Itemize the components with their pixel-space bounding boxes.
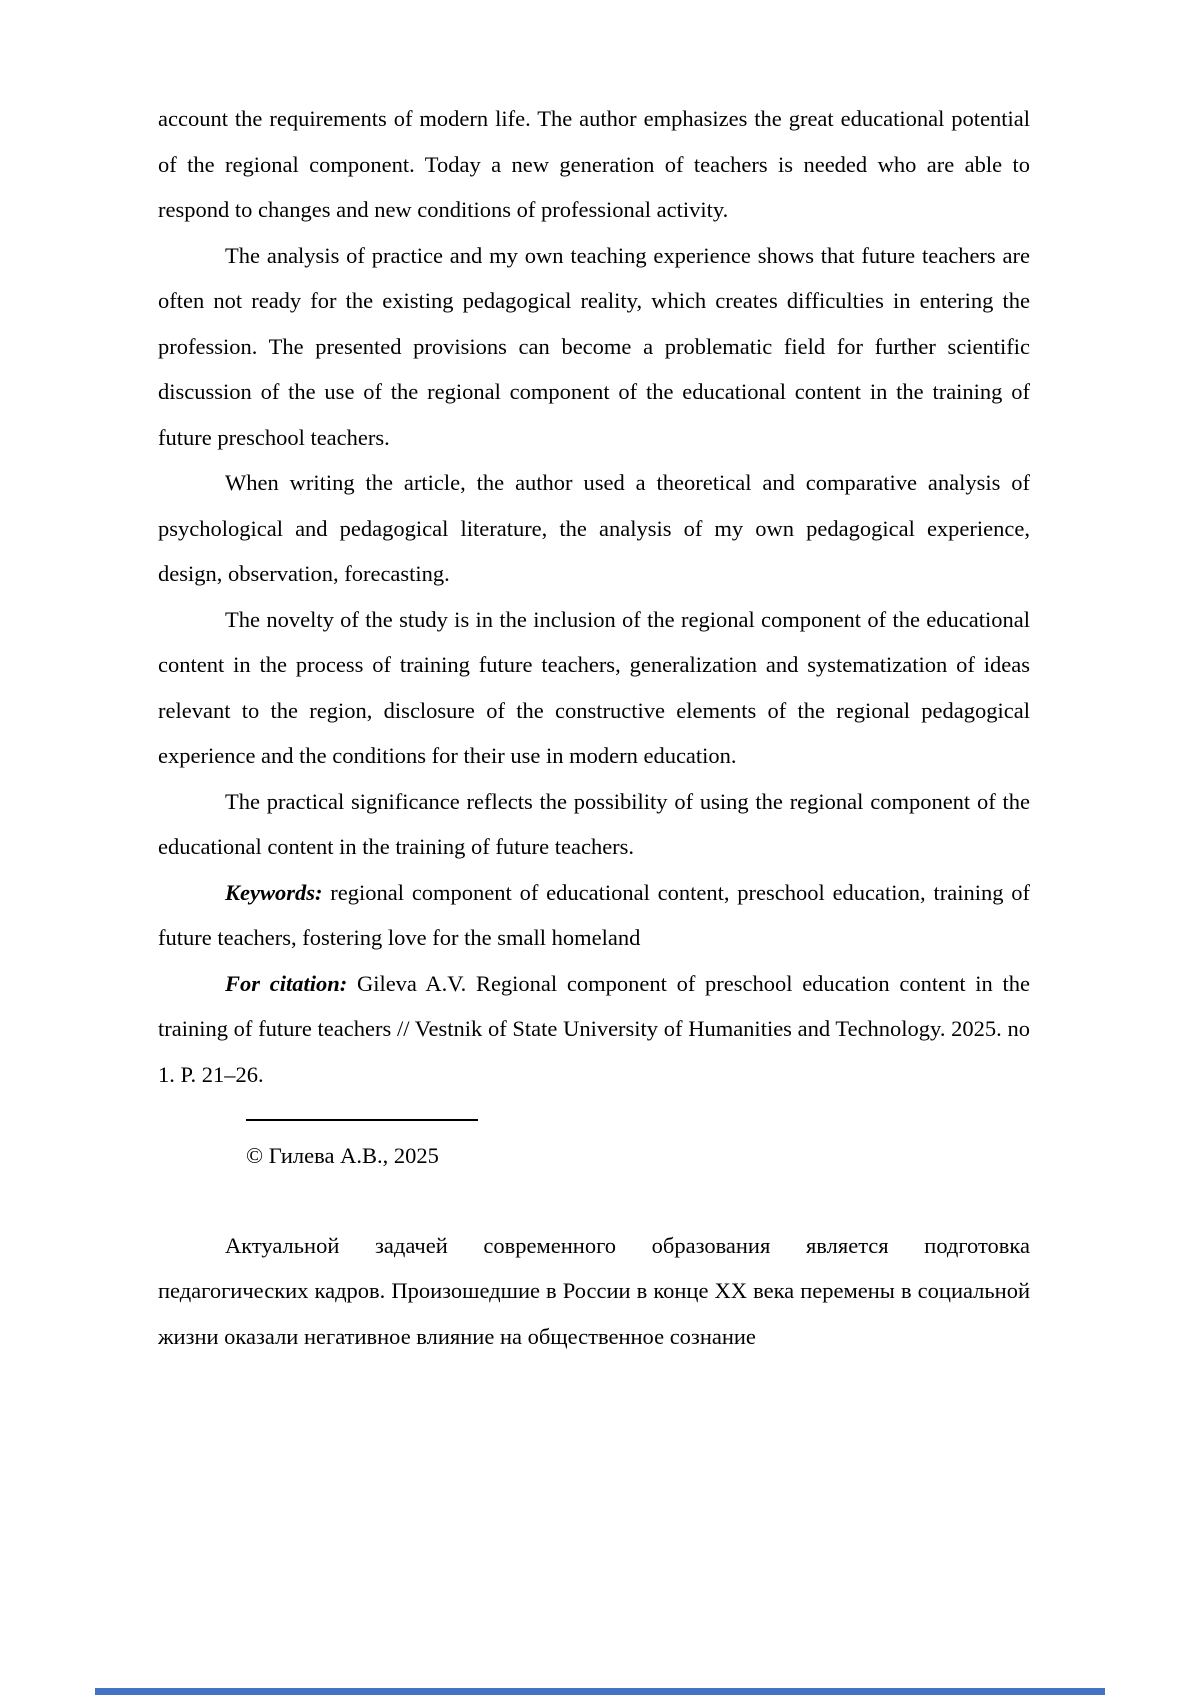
paragraph-practical-significance: The practical significance reflects the possibility of using the regional component of the educational content in the training of future teachers. xyxy=(158,788,1030,859)
citation-label: For citation: xyxy=(225,970,348,996)
paragraph-analysis-of-practice: The analysis of practice and my own teaching experience shows that future teachers are often not ready for the existing pedagogical reality, which creates difficulties in entering the profession. The presented provisions can become a problematic field for further scientific discussion of the use of the regional component of the educational content in the training of future preschool teachers. xyxy=(158,242,1030,450)
citation-text: Gileva A.V. Regional component of preschool education content in the training of future teachers // Vestnik of State University of Humanities and Technology. 2025. no 1. P. 21–26. xyxy=(158,970,1031,1087)
keywords-text: regional component of educational content, preschool education, training of future teachers, fostering love for the small homeland xyxy=(158,879,1030,950)
paragraph-keywords xyxy=(158,870,1030,961)
section-gap xyxy=(158,1179,1030,1223)
article-page xyxy=(158,96,1030,1359)
paragraph-novelty: The novelty of the study is in the inclusion of the regional component of the educational content in the process of training future teachers, generalization and systematization of ideas relevant to the region, disclosure of the constructive elements of the regional pedagogical experience and the conditions for their use in modern education. xyxy=(158,606,1030,768)
paragraph-methods: When writing the article, the author used a theoretical and comparative analysis of psychological and pedagogical literature, the analysis of my own pedagogical experience, design, observation, forecasting. xyxy=(158,470,1030,586)
paragraph-continuation: account the requirements of modern life. The author emphasizes the great educational potential of the regional component. Today a new generation of teachers is needed who are able to respond to changes and new conditions of professional activity. xyxy=(158,106,1030,222)
footnote-separator-line xyxy=(246,1119,478,1121)
bottom-highlight-bar xyxy=(95,1688,1105,1695)
copyright-notice: © Гилева А.В., 2025 xyxy=(246,1143,439,1168)
keywords-label: Keywords: xyxy=(225,879,323,905)
paragraph-citation xyxy=(158,961,1030,1098)
paragraph-russian-intro: Актуальной задачей современного образования является подготовка педагогических кадров. Произошедшие в России в конце XX века перемены в социальной жизни оказали негативное влияние на общественное сознание xyxy=(158,1232,1030,1349)
